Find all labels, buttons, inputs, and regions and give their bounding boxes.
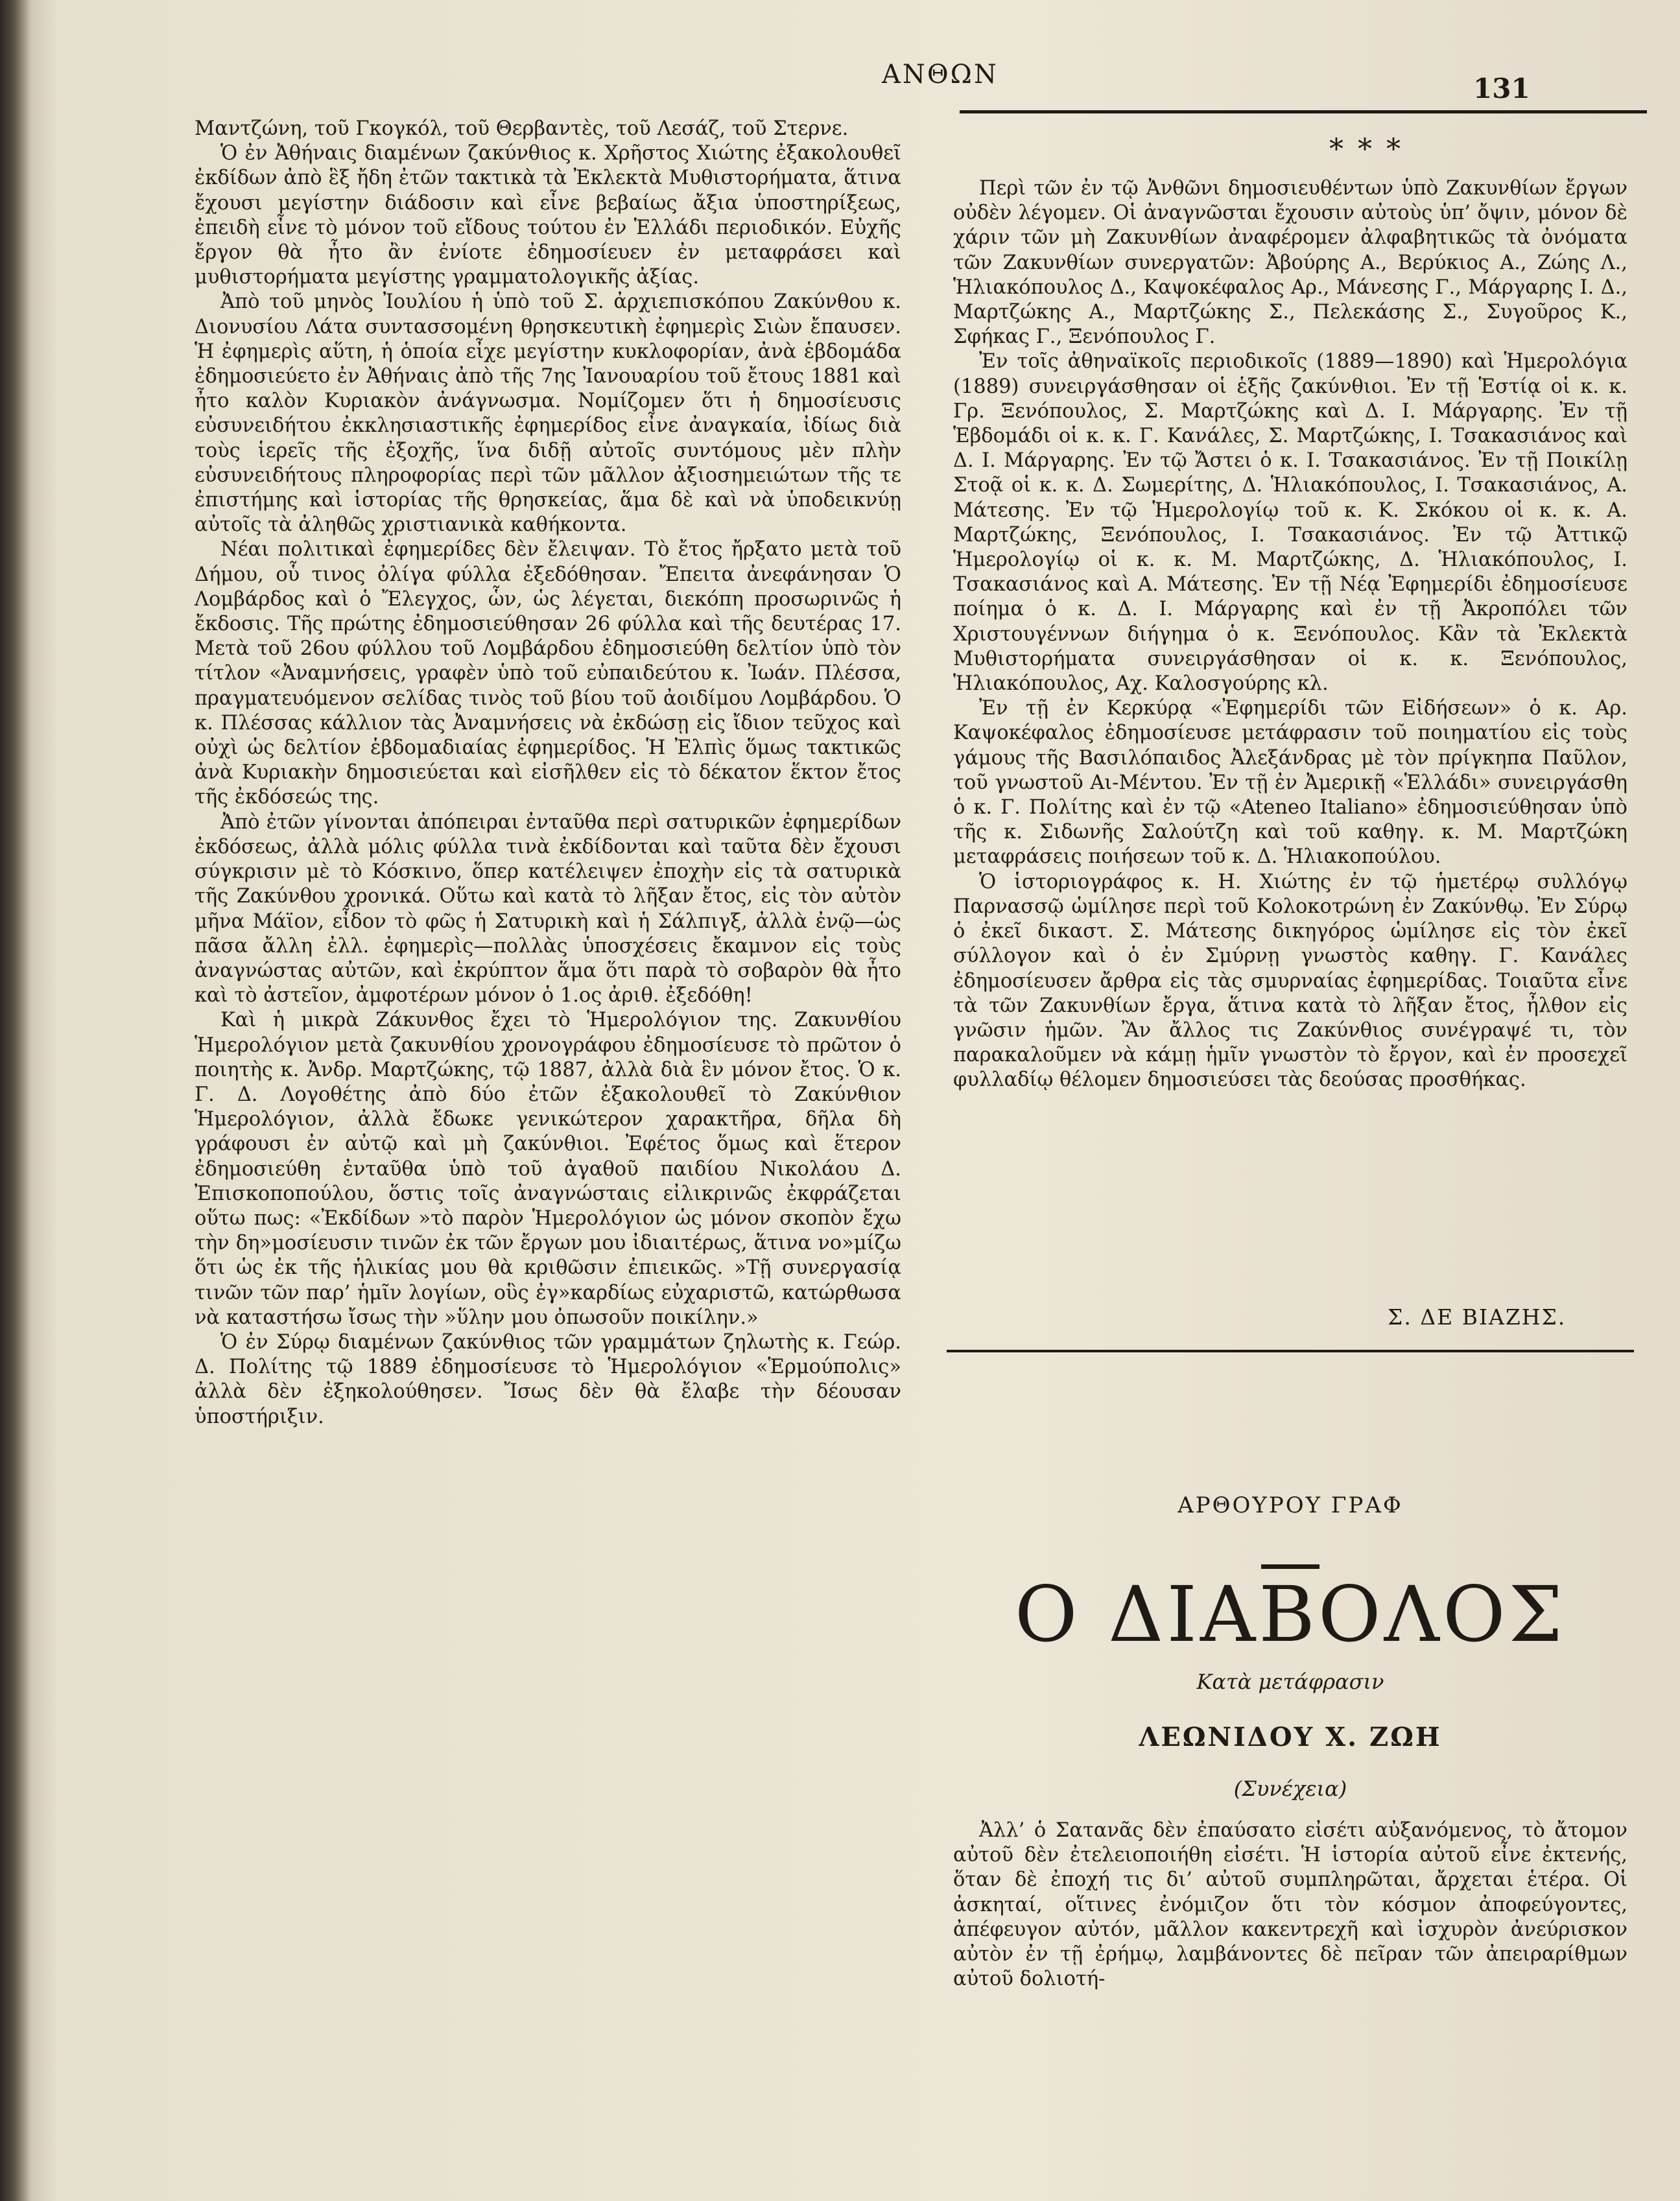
- right-paragraph: Ὁ ἱστοριογράφος κ. Η. Χιώτης ἐν τῷ ἡμετέρῳ συλλόγῳ Παρνασσῷ ὡμίλησε περὶ τοῦ Κολοκοτρώνη ἐν Ζακύνθῳ. Ἐν Σύρῳ ὁ ἐκεῖ δικαστ. Σ. Μάτεσης δικηγόρος ὡμίλησε εἰς τὸν ἐκεῖ σύλλογον καὶ ὁ ἐν Σμύρνῃ γνωστὸς καθηγ. Γ. Κανάλες ἐδημοσίευσεν ἄρθρα εἰς τὰς σμυρναίας ἐφημερίδας. Τοιαῦτα εἶνε τὰ τῶν Ζακυνθίων ἔργα, ἅτινα κατὰ τὸ λῆξαν ἔτος, ἦλθον εἰς γνῶσιν ἡμῶν. Ἂν ἄλλος τις Ζακύνθιος συνέγραψέ τι, τὸν παρακαλοῦμεν νὰ κάμῃ ἡμῖν γνωστὸν τὸ ἔργον, καὶ ἐν προσεχεῖ φυλλαδίῳ θέλομεν δημοσιεύσει τὰς δεούσας προσθήκας.: [953, 870, 1627, 1092]
- translator-name: ΛΕΩΝΙΔΟΥ Χ. ΖΩΗ: [1139, 1722, 1442, 1752]
- right-paragraph: Ἐν τῇ ἐν Κερκύρᾳ «Ἐφημερίδι τῶν Εἰδήσεων» ὁ κ. Αρ. Καψοκέφαλος ἐδημοσίευσε μετάφρασιν τοῦ ποιηματίου εἰς τοὺς γάμους τῆς Βασιλόπαιδος Ἀλεξάνδρας μὲ τὸν πρίγκηπα Παῦλον, τοῦ γνωστοῦ Αι-Μέντου. Ἐν τῇ ἐν Ἀμερικῇ «Ἑλλάδι» συνειργάσθη ὁ κ. Γ. Πολίτης καὶ ἐν τῷ «Ateneo Italiano» ἐδημοσιεύθησαν ὑπὸ τῆς κ. Σιδωνῆς Σαλούτζη καὶ τοῦ καθηγ. κ. Μ. Μαρτζώκη μεταφράσεις ποιήσεων τοῦ κ. Δ. Ἡλιακοπούλου.: [953, 697, 1627, 869]
- right-column: [953, 176, 1627, 1093]
- page-number: 131: [1473, 73, 1530, 104]
- left-paragraph: Καὶ ἡ μικρὰ Ζάκυνθος ἔχει τὸ Ἡμερολόγιον της. Ζακυνθίου Ἡμερολόγιον μετὰ ζακυνθίου χρονογράφου ἐδημοσίευσε τὸ πρῶτον ὁ ποιητὴς κ. Ἀνδρ. Μαρτζώκης, τῷ 1887, ἀλλὰ διὰ ἓν μόνον ἔτος. Ὁ κ. Γ. Δ. Λογοθέτης ἀπὸ δύο ἐτῶν ἐξακολουθεῖ τὸ Ζακύνθιον Ἡμερολόγιον, ἀλλὰ ἔδωκε γενικώτερον χαρακτῆρα, δῆλα δὴ γράφουσι ἐν αὐτῷ καὶ μὴ ζακύνθιοι. Ἐφέτος ὅμως καὶ ἕτερον ἐδημοσιεύθη ἐνταῦθα ὑπὸ τοῦ ἀγαθοῦ παιδίου Νικολάου Δ. Ἐπισκοποπούλου, ὅστις τοῖς ἀναγνώσταις εἰλικρινῶς ἐκφράζεται οὕτω πως: «Ἐκδίδων »τὸ παρὸν Ἡμερολόγιον ὡς μόνον σκοπὸν ἔχω τὴν δη»μοσίευσιν τινῶν ἐκ τῶν ἔργων μου ἰδιαιτέρως, ἅτινα νο»μίζω ὅτι ὡς ἐκ τῆς ἡλικίας μου θὰ κριθῶσιν ἐπιεικῶς. »Τῇ συνεργασίᾳ τινῶν τῶν παρ’ ἡμῖν λογίων, οὓς ἐγ»καρδίως εὐχαριστῶ, κατώρθωσα νὰ καταστήσω ἴσως τὴν »ὕλην μου ὀπωσοῦν ποικίλην.»: [195, 1009, 901, 1329]
- article-signature: Σ. ΔΕ ΒΙΑΖΗΣ.: [1388, 1304, 1567, 1330]
- left-column: [195, 117, 901, 1430]
- running-head: ΑΝΘΩΝ: [882, 60, 999, 89]
- section-rule: [947, 1350, 1634, 1352]
- left-paragraph: Ὁ ἐν Ἀθήναις διαμένων ζακύνθιος κ. Χρῆστος Χιώτης ἐξακολουθεῖ ἐκδίδων ἀπὸ ἓξ ἤδη ἐτῶν τακτικὰ τὰ Ἐκλεκτὰ Μυθιστορήματα, ἅτινα ἔχουσι μεγίστην διάδοσιν καὶ εἶνε βεβαίως ἄξια ὑποστηρίξεως, ἐπειδὴ εἶνε τὸ μόνον τοῦ εἴδους τούτου ἐν Ἑλλάδι περιοδικόν. Εὐχῆς ἔργον θὰ ἦτο ἂν ἐνίοτε ἐδημοσίευεν ἐν μεταφράσει καὶ μυθιστορήματα μεγίστης γραμματολογικῆς ἀξίας.: [195, 142, 901, 289]
- section-asterisks: * * *: [1329, 133, 1403, 166]
- story-title: Ο ΔΙΑΒΟΛΟΣ: [1014, 1570, 1567, 1659]
- header-rule: [960, 110, 1647, 113]
- title-rule: [1261, 1564, 1319, 1569]
- left-paragraph: Ὁ ἐν Σύρῳ διαμένων ζακύνθιος τῶν γραμμάτων ζηλωτὴς κ. Γεώρ. Δ. Πολίτης τῷ 1889 ἐδημοσίευσε τὸ Ἡμερολόγιον «Ἑρμούπολις» ἀλλὰ δὲν ἐξηκολούθησεν. Ἴσως δὲν θὰ ἔλαβε τὴν δέουσαν ὑποστήριξιν.: [195, 1330, 901, 1428]
- story-author: ΑΡΘΟΥΡΟΥ ΓΡΑΦ: [1177, 1492, 1403, 1518]
- right-paragraph: Ἐν τοῖς ἀθηναϊκοῖς περιοδικοῖς (1889—1890) καὶ Ἡμερολόγια (1889) συνειργάσθησαν οἱ ἑξῆς ζακύνθιοι. Ἐν τῇ Ἑστίᾳ οἱ κ. κ. Γρ. Ξενόπουλος, Σ. Μαρτζώκης καὶ Δ. Ι. Μάργαρης. Ἐν τῇ Ἑβδομάδι οἱ κ. κ. Γ. Κανάλες, Σ. Μαρτζώκης, Ι. Τσακασιάνος καὶ Δ. Ι. Μάργαρης. Ἐν τῷ Ἄστει ὁ κ. Ι. Τσακασιάνος. Ἐν τῇ Ποικίλῃ Στοᾷ οἱ κ. κ. Δ. Σωμερίτης, Δ. Ἡλιακόπουλος, Ι. Τσακασιάνος, Α. Μάτεσης. Ἐν τῷ Ἡμερολογίῳ τοῦ κ. Κ. Σκόκου οἱ κ. κ. Α. Μαρτζώκης, Ξενόπουλος, Ι. Τσακασιάνος. Ἐν τῷ Ἀττικῷ Ἡμερολογίῳ οἱ κ. κ. Μ. Μαρτζώκης, Δ. Ἡλιακόπουλος, Ι. Τσακασιάνος καὶ Α. Μάτεσης. Ἐν τῇ Νέᾳ Ἐφημερίδι ἐδημοσίευσε ποίημα ὁ κ. Δ. Ι. Μάργαρης καὶ ἐν τῇ Ἀκροπόλει τῶν Χριστουγέννων διήγημα ὁ κ. Ξενόπουλος. Κἂν τὰ Ἐκλεκτὰ Μυθιστορήματα συνειργάσθησαν οἱ κ. κ. Ξενόπουλος, Ἡλιακόπουλος, Αχ. Καλοσγούρης κλ.: [953, 350, 1627, 696]
- right-paragraph: Περὶ τῶν ἐν τῷ Ἀνθῶνι δημοσιευθέντων ὑπὸ Ζακυνθίων ἔργων οὐδὲν λέγομεν. Οἱ ἀναγνῶσται ἔχουσιν αὐτοὺς ὑπ’ ὄψιν, μόνον δὲ χάριν τῶν μὴ Ζακυνθίων ἀναφέρομεν ἀλφαβητικῶς τὰ ὀνόματα τῶν Ζακυνθίων συνεργατῶν: Ἀβούρης Α., Βερύκιος Α., Ζώης Λ., Ἡλιακόπουλος Δ., Καψοκέφαλος Αρ., Μάνεσης Γ., Μάργαρης Ι. Δ., Μαρτζώκης Α., Μαρτζώκης Σ., Πελεκάσης Σ., Συγοῦρος Κ., Σφήκας Γ., Ξενόπουλος Γ.: [953, 177, 1627, 349]
- continued-note: (Συνέχεια): [1233, 1776, 1347, 1801]
- left-paragraph: Μαντζώνη, τοῦ Γκογκόλ, τοῦ Θερβαντὲς, τοῦ Λεσάζ, τοῦ Στερνε.: [195, 117, 849, 140]
- left-paragraph: Ἀπὸ ἐτῶν γίνονται ἀπόπειραι ἐνταῦθα περὶ σατυρικῶν ἐφημερίδων ἐκδόσεως, ἀλλὰ μόλις φύλλα τινὰ ἐκδίδονται καὶ ταῦτα δὲν ἔχουσι σύγκρισιν μὲ τὸ Κόσκινο, ὅπερ κατέλειψεν ἐποχὴν εἰς τὰ σατυρικὰ τῆς Ζακύνθου χρονικά. Οὕτω καὶ κατὰ τὸ λῆξαν ἔτος, εἰς τὸν αὐτὸν μῆνα Μάϊον, εἶδον τὸ φῶς ἡ Σατυρικὴ καὶ ἡ Σάλπιγξ, ἀλλὰ ἐνῷ—ὡς πᾶσα ἄλλη ἐλλ. ἐφημερὶς—πολλὰς ὑποσχέσεις ἔκαμνον εἰς τοὺς ἀναγνώστας αὐτῶν, καὶ ἐκρύπτον ἅμα ὅτι παρὰ τὸ σοβαρὸν θὰ ἦτο καὶ τὸ ἀστεῖον, ἀμφοτέρων μόνον ὁ 1.ος ἀριθ. ἐξεδόθη!: [195, 810, 901, 1007]
- translation-note: Κατὰ μετάφρασιν: [1196, 1669, 1384, 1694]
- story-body: [953, 1818, 1627, 1992]
- left-paragraph: Νέαι πολιτικαὶ ἐφημερίδες δὲν ἔλειψαν. Τὸ ἔτος ἤρξατο μετὰ τοῦ Δήμου, οὗ τινος ὀλίγα φύλλα ἐξεδόθησαν. Ἔπειτα ἀνεφάνησαν Ὁ Λομβάρδος καὶ ὁ Ἔλεγχος, ὧν, ὡς λέγεται, διεκόπη προσωρινῶς ἡ ἔκδοσις. Τῆς πρώτης ἐδημοσιεύθησαν 26 φύλλα καὶ τῆς δευτέρας 17. Μετὰ τοῦ 26ου φύλλου τοῦ Λομβάρδου ἐδημοσιεύθη δελτίον ὑπὸ τὸν τίτλον «Ἀναμνήσεις, γραφὲν ὑπὸ τοῦ εὐπαιδεύτου κ. Ἰωάν. Πλέσσα, πραγματευόμενον σελίδας τινὸς τοῦ βίου τοῦ ἀοιδίμου Λομβάρδου. Ὁ κ. Πλέσσας κάλλιον τὰς Ἀναμνήσεις νὰ ἐκδώσῃ εἰς ἴδιον τεῦχος καὶ οὐχὶ ὡς δελτίον ἑβδομαδιαίας ἐφημερίδος. Ἡ Ἐλπὶς ὅμως τακτικῶς ἀνὰ Κυριακὴν δημοσιεύεται καὶ εἰσῆλθεν εἰς τὸ δέκατον ἕκτον ἔτος τῆς ἐκδόσεώς της.: [195, 538, 901, 809]
- story-paragraph: Ἀλλ’ ὁ Σατανᾶς δὲν ἐπαύσατο εἰσέτι αὐξανόμενος, τὸ ἄτομον αὐτοῦ δὲν ἐτελειοποιήθη εἰσέτι. Ἡ ἱστορία αὐτοῦ εἶνε ἐκτενής, ὅταν δὲ ἐποχή τις δι’ αὐτοῦ συμπληρῶται, ἄρχεται ἑτέρα. Οἱ ἀσκηταί, οἵτινες ἐνόμιζον ὅτι τὸν κόσμον ἀποφεύγοντες, ἀπέφευγον αὐτόν, μᾶλλον κακεντρεχῆ καὶ ἰσχυρὸν ἀνεύρισκον αὐτὸν ἐν τῇ ἐρήμῳ, λαμβάνοντες δὲ πεῖραν τῶν ἀπειραρίθμων αὐτοῦ δολιοτή-: [953, 1819, 1627, 1991]
- left-paragraph: Ἀπὸ τοῦ μηνὸς Ἰουλίου ἡ ὑπὸ τοῦ Σ. ἀρχιεπισκόπου Ζακύνθου κ. Διονυσίου Λάτα συντασσομένη θρησκευτικὴ ἐφημερὶς Σιὼν ἔπαυσεν. Ἡ ἐφημερὶς αὕτη, ἡ ὁποία εἶχε μεγίστην κυκλοφορίαν, ἀνὰ ἑβδομάδα ἐδημοσιεύετο ἐν Ἀθήναις ἀπὸ τῆς 7ης Ἰανουαρίου τοῦ ἔτους 1881 καὶ ἦτο καλὸν Κυριακὸν ἀνάγνωσμα. Νομίζομεν ὅτι ἡ δημοσίευσις εὐσυνειδήτου ἐκκλησιαστικῆς ἐφημερίδος εἶνε ἀναγκαία, ἰδίως διὰ τοὺς ἱερεῖς τῆς ἐξοχῆς, ἵνα διδῇ αὐτοῖς συντόμους μὲν πλὴν εὐσυνειδήτους πληροφορίας περὶ τῶν μᾶλλον ἀξιοσημειώτων τῆς τε ἐπιστήμης καὶ ἱστορίας τῆς θρησκείας, ἅμα δὲ καὶ νὰ ὑποδεικνύῃ αὐτοῖς τὰ ἀληθῶς χριστιανικὰ καθήκοντα.: [195, 290, 901, 537]
